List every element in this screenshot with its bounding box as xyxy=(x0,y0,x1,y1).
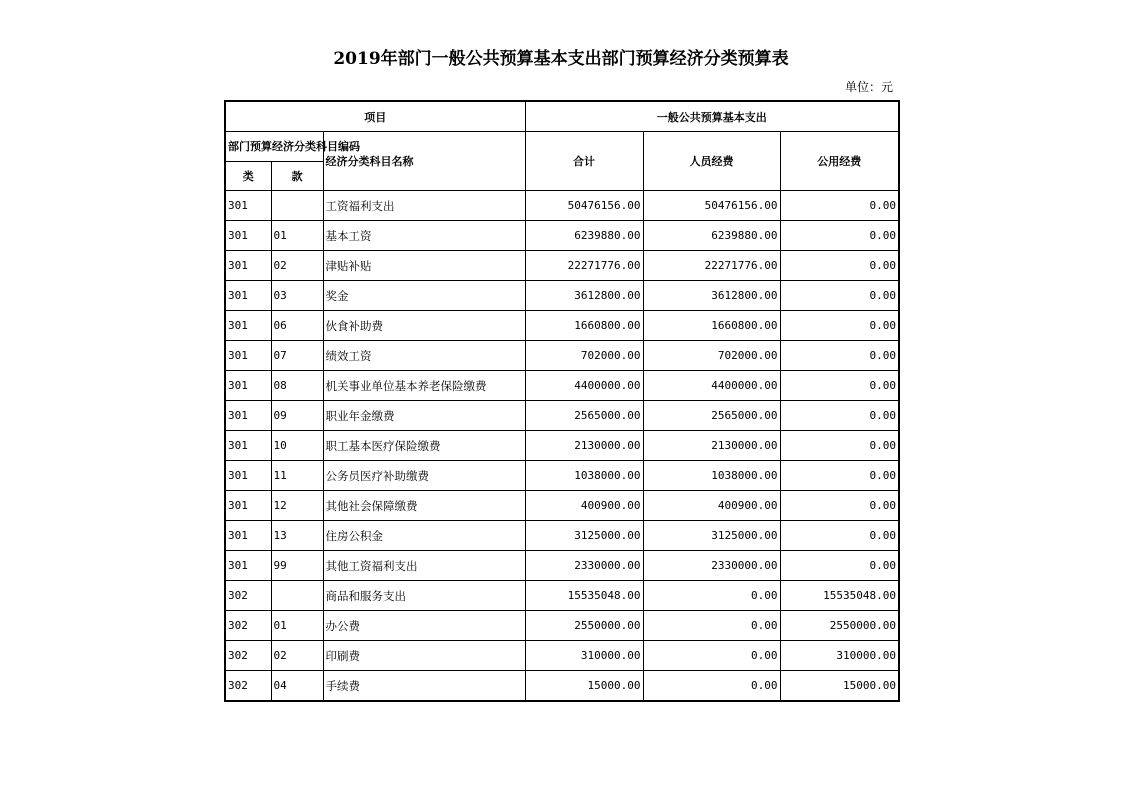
cell-public: 0.00 xyxy=(780,221,899,251)
table-row xyxy=(225,191,899,221)
cell-personnel: 2130000.00 xyxy=(643,431,780,461)
table-row xyxy=(225,671,899,702)
cell-public: 0.00 xyxy=(780,341,899,371)
cell-public: 15000.00 xyxy=(780,671,899,702)
table-row xyxy=(225,311,899,341)
cell-lei: 301 xyxy=(225,341,271,371)
cell-public: 0.00 xyxy=(780,551,899,581)
cell-name: 印刷费 xyxy=(323,641,525,671)
cell-personnel: 702000.00 xyxy=(643,341,780,371)
cell-kuan: 10 xyxy=(271,431,323,461)
cell-total: 15000.00 xyxy=(525,671,643,702)
cell-public: 310000.00 xyxy=(780,641,899,671)
cell-total: 310000.00 xyxy=(525,641,643,671)
cell-name: 工资福利支出 xyxy=(323,191,525,221)
cell-total: 2565000.00 xyxy=(525,401,643,431)
cell-personnel: 6239880.00 xyxy=(643,221,780,251)
table-row xyxy=(225,581,899,611)
table-row xyxy=(225,641,899,671)
cell-kuan: 13 xyxy=(271,521,323,551)
cell-public: 0.00 xyxy=(780,401,899,431)
cell-lei: 301 xyxy=(225,221,271,251)
cell-name: 职工基本医疗保险缴费 xyxy=(323,431,525,461)
cell-kuan xyxy=(271,191,323,221)
cell-total: 2550000.00 xyxy=(525,611,643,641)
header-lei: 类 xyxy=(225,162,271,191)
cell-kuan: 03 xyxy=(271,281,323,311)
cell-public: 0.00 xyxy=(780,371,899,401)
cell-personnel: 0.00 xyxy=(643,641,780,671)
cell-lei: 302 xyxy=(225,581,271,611)
cell-name: 其他社会保障缴费 xyxy=(323,491,525,521)
header-project: 项目 xyxy=(225,101,525,132)
unit-label: 单位：元 xyxy=(845,80,894,94)
cell-total: 50476156.00 xyxy=(525,191,643,221)
cell-name: 商品和服务支出 xyxy=(323,581,525,611)
cell-name: 基本工资 xyxy=(323,221,525,251)
cell-total: 4400000.00 xyxy=(525,371,643,401)
cell-kuan: 04 xyxy=(271,671,323,702)
cell-public: 0.00 xyxy=(780,491,899,521)
cell-lei: 301 xyxy=(225,251,271,281)
cell-total: 2130000.00 xyxy=(525,431,643,461)
cell-lei: 301 xyxy=(225,191,271,221)
cell-total: 6239880.00 xyxy=(525,221,643,251)
cell-name: 公务员医疗补助缴费 xyxy=(323,461,525,491)
cell-lei: 301 xyxy=(225,491,271,521)
table-row xyxy=(225,251,899,281)
table-row xyxy=(225,521,899,551)
cell-kuan xyxy=(271,581,323,611)
table-row xyxy=(225,371,899,401)
header-personnel: 人员经费 xyxy=(643,132,780,191)
cell-name: 机关事业单位基本养老保险缴费 xyxy=(323,371,525,401)
cell-name: 职业年金缴费 xyxy=(323,401,525,431)
cell-name: 奖金 xyxy=(323,281,525,311)
cell-total: 3125000.00 xyxy=(525,521,643,551)
cell-personnel: 400900.00 xyxy=(643,491,780,521)
table-row xyxy=(225,491,899,521)
cell-lei: 301 xyxy=(225,311,271,341)
cell-public: 0.00 xyxy=(780,461,899,491)
cell-personnel: 1038000.00 xyxy=(643,461,780,491)
cell-name: 津贴补贴 xyxy=(323,251,525,281)
cell-public: 0.00 xyxy=(780,311,899,341)
cell-name: 绩效工资 xyxy=(323,341,525,371)
cell-name: 其他工资福利支出 xyxy=(323,551,525,581)
cell-personnel: 2330000.00 xyxy=(643,551,780,581)
cell-public: 0.00 xyxy=(780,521,899,551)
cell-total: 1660800.00 xyxy=(525,311,643,341)
cell-kuan: 01 xyxy=(271,221,323,251)
table-row xyxy=(225,341,899,371)
cell-total: 2330000.00 xyxy=(525,551,643,581)
cell-total: 15535048.00 xyxy=(525,581,643,611)
cell-total: 22271776.00 xyxy=(525,251,643,281)
cell-name: 伙食补助费 xyxy=(323,311,525,341)
header-name-col: 经济分类科目名称 xyxy=(323,132,525,191)
cell-kuan: 02 xyxy=(271,641,323,671)
budget-table xyxy=(224,100,900,702)
cell-personnel: 0.00 xyxy=(643,611,780,641)
table-row xyxy=(225,431,899,461)
cell-total: 400900.00 xyxy=(525,491,643,521)
cell-kuan: 09 xyxy=(271,401,323,431)
header-general-basic: 一般公共预算基本支出 xyxy=(525,101,899,132)
cell-kuan: 01 xyxy=(271,611,323,641)
cell-total: 3612800.00 xyxy=(525,281,643,311)
cell-lei: 301 xyxy=(225,371,271,401)
table-row xyxy=(225,551,899,581)
header-kuan: 款 xyxy=(271,162,323,191)
page-title: 2019年部门一般公共预算基本支出部门预算经济分类预算表 xyxy=(333,49,789,69)
header-code-group: 部门预算经济分类科目编码 xyxy=(225,132,323,162)
cell-personnel: 0.00 xyxy=(643,581,780,611)
cell-personnel: 3125000.00 xyxy=(643,521,780,551)
cell-name: 办公费 xyxy=(323,611,525,641)
cell-kuan: 99 xyxy=(271,551,323,581)
table-row xyxy=(225,611,899,641)
cell-kuan: 11 xyxy=(271,461,323,491)
cell-personnel: 1660800.00 xyxy=(643,311,780,341)
cell-lei: 301 xyxy=(225,401,271,431)
cell-personnel: 3612800.00 xyxy=(643,281,780,311)
cell-public: 2550000.00 xyxy=(780,611,899,641)
table-row xyxy=(225,221,899,251)
cell-public: 0.00 xyxy=(780,431,899,461)
cell-lei: 301 xyxy=(225,281,271,311)
cell-personnel: 50476156.00 xyxy=(643,191,780,221)
cell-public: 0.00 xyxy=(780,251,899,281)
cell-public: 0.00 xyxy=(780,281,899,311)
cell-lei: 301 xyxy=(225,521,271,551)
cell-total: 1038000.00 xyxy=(525,461,643,491)
cell-lei: 302 xyxy=(225,611,271,641)
table-row xyxy=(225,401,899,431)
cell-lei: 302 xyxy=(225,671,271,702)
cell-kuan: 07 xyxy=(271,341,323,371)
cell-lei: 302 xyxy=(225,641,271,671)
cell-public: 0.00 xyxy=(780,191,899,221)
header-public: 公用经费 xyxy=(780,132,899,191)
cell-lei: 301 xyxy=(225,461,271,491)
cell-personnel: 2565000.00 xyxy=(643,401,780,431)
cell-name: 手续费 xyxy=(323,671,525,702)
cell-name: 住房公积金 xyxy=(323,521,525,551)
cell-lei: 301 xyxy=(225,551,271,581)
table-row xyxy=(225,461,899,491)
header-total: 合计 xyxy=(525,132,643,191)
cell-kuan: 12 xyxy=(271,491,323,521)
cell-kuan: 06 xyxy=(271,311,323,341)
cell-kuan: 08 xyxy=(271,371,323,401)
cell-kuan: 02 xyxy=(271,251,323,281)
table-row xyxy=(225,281,899,311)
cell-public: 15535048.00 xyxy=(780,581,899,611)
cell-personnel: 22271776.00 xyxy=(643,251,780,281)
cell-total: 702000.00 xyxy=(525,341,643,371)
cell-personnel: 0.00 xyxy=(643,671,780,702)
cell-lei: 301 xyxy=(225,431,271,461)
cell-personnel: 4400000.00 xyxy=(643,371,780,401)
